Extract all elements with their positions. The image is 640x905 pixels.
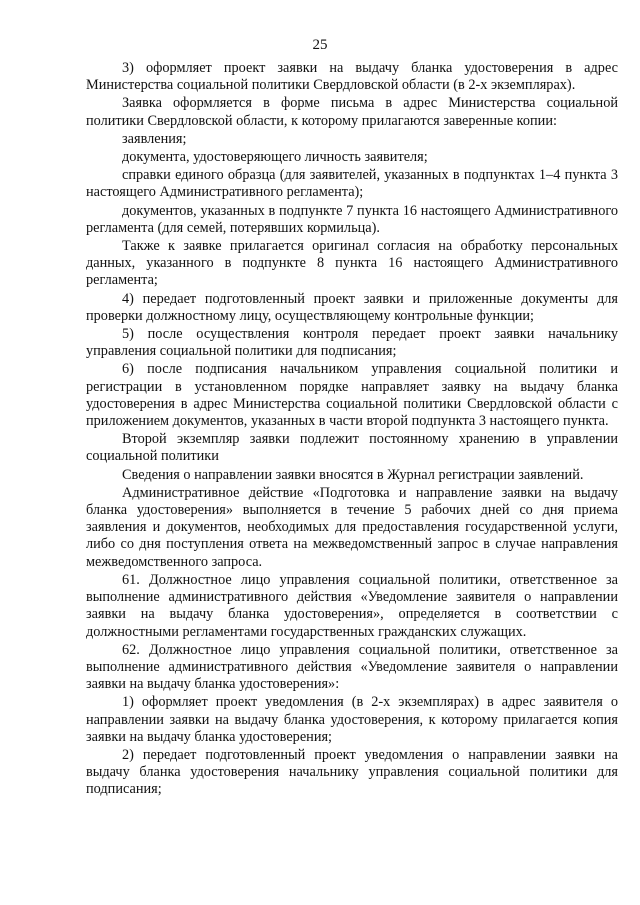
paragraph: 6) после подписания начальником управления социальной политики и регистрации в установленном порядке направляет заявку на выдачу бланка удостоверения в адрес Министерства социальной политики Свердловской области с приложением документов, указанных в части второй подпункта 3 настоящего пункта. [86, 361, 618, 430]
page-number: 25 [312, 37, 328, 53]
paragraph: 61. Должностное лицо управления социальной политики, ответственное за выполнение административного действия «Уведомление заявителя о направлении заявки на выдачу бланка удостоверения», определяется в соответствии с должностными регламентами государственных гражданских служащих. [86, 571, 618, 640]
paragraph: 2) передает подготовленный проект уведомления о направлении заявки на выдачу бланка удостоверения начальнику управления социальной политики для подписания; [86, 746, 618, 798]
list-item: документа, удостоверяющего личность заявителя; [122, 149, 428, 166]
list-item: документов, указанных в подпункте 7 пункта 16 настоящего Административного регламента (для семей, потерявших кормильца). [86, 202, 618, 236]
paragraph: 1) оформляет проект уведомления (в 2-х экземплярах) в адрес заявителя о направлении заявки на выдачу бланка удостоверения, к которому прилагается копия заявки на выдачу бланка удостоверения; [86, 694, 618, 745]
document-body [86, 60, 618, 800]
list-item: справки единого образца (для заявителей, указанных в подпунктах 1–4 пункта 3 настоящего Административного регламента); [86, 167, 618, 201]
list-item: заявления; [122, 130, 187, 147]
paragraph: 62. Должностное лицо управления социальной политики, ответственное за выполнение административного действия «Уведомление заявителя о направлении заявки на выдачу бланка удостоверения»: [86, 641, 618, 693]
paragraph: Второй экземпляр заявки подлежит постоянному хранению в управлении социальной политики [86, 431, 618, 465]
paragraph: 4) передает подготовленный проект заявки и приложенные документы для проверки должностному лицу, осуществляющему контрольные функции; [86, 290, 618, 324]
paragraph: Административное действие «Подготовка и направление заявки на выдачу бланка удостоверения» выполняется в течение 5 рабочих дней со дня приема заявления и документов, необходимых для предоставления государственной услуги, либо со дня поступления ответа на межведомственный запрос в случае направления межведомственного запроса. [86, 484, 618, 570]
paragraph: 5) после осуществления контроля передает проект заявки начальнику управления социальной политики для подписания; [86, 326, 618, 360]
paragraph: Также к заявке прилагается оригинал согласия на обработку персональных данных, указанного в подпункте 8 пункта 16 настоящего Административного регламента; [86, 238, 618, 289]
paragraph: Сведения о направлении заявки вносятся в Журнал регистрации заявлений. [122, 466, 584, 483]
paragraph: Заявка оформляется в форме письма в адрес Министерства социальной политики Свердловской области, к которому прилагаются заверенные копии: [86, 95, 618, 129]
paragraph: 3) оформляет проект заявки на выдачу бланка удостоверения в адрес Министерства социальной политики Свердловской области (в 2-х экземплярах). [86, 60, 618, 94]
